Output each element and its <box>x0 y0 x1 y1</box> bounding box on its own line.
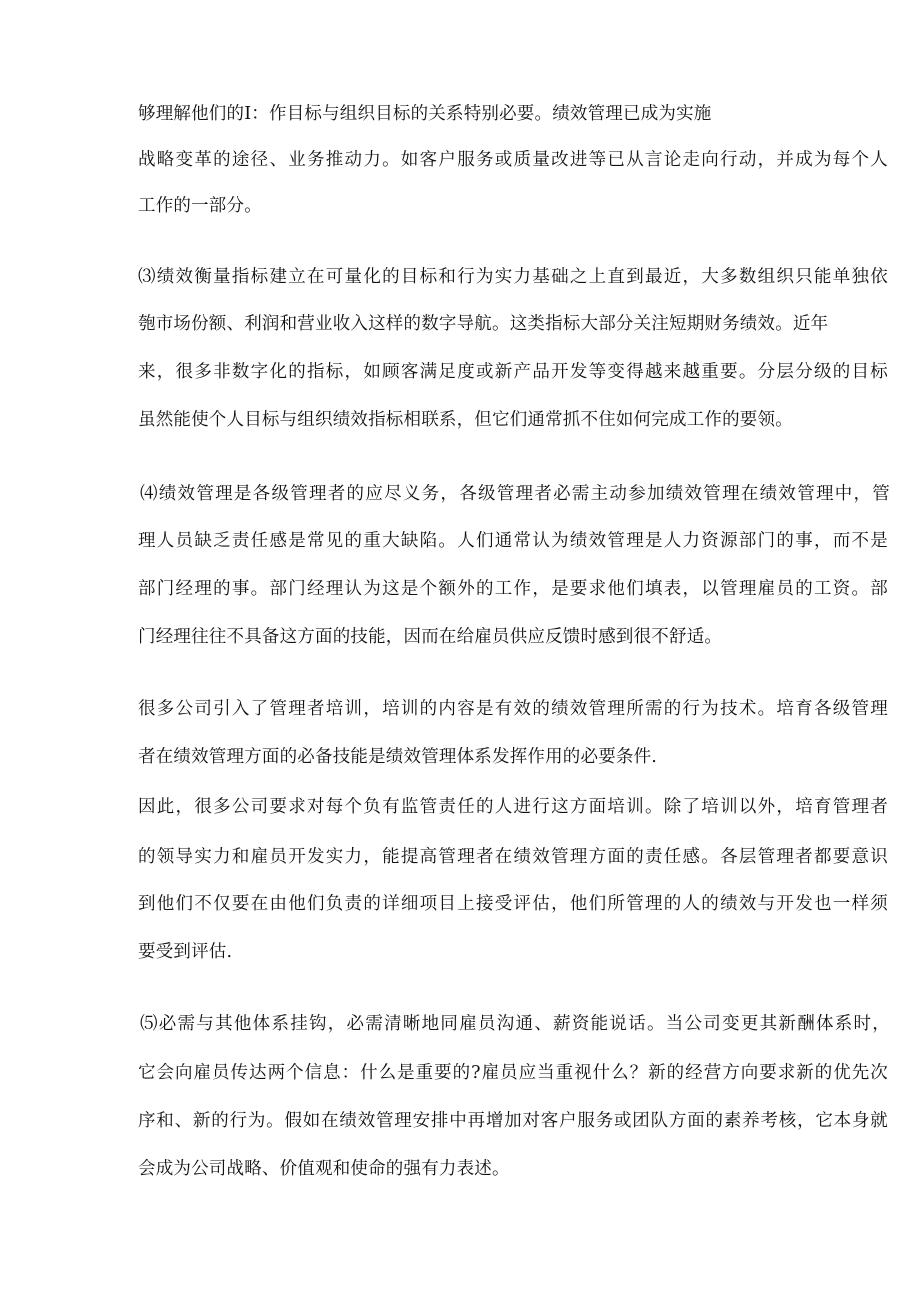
text-line: 序和、新的行为。假如在绩效管理安排中再增加对客户服务或团队方面的素养考核，它本身就 <box>138 1111 888 1131</box>
text-line: 虽然能使个人目标与组织绩效指标相联系，但它们通常抓不住如何完成工作的要领。 <box>138 410 793 430</box>
text-line: 工作的一部分。 <box>138 196 262 216</box>
text-line: 到他们不仅要在由他们负责的详细项目上接受评估，他们所管理的人的绩效与开发也一样须 <box>138 894 888 914</box>
text-line: 匏市场份额、利润和营业收入这样的数字导航。这类指标大部分关注短期财务绩效。近年 <box>138 314 829 334</box>
text-line: 它会向雇员传达两个信息：什么是重要的?雇员应当重视什么？新的经营方向要求新的优先次 <box>138 1063 888 1083</box>
text-line: 理人员缺乏责任感是常见的重大缺陷。人们通常认为绩效管理是人力资源部门的事，而不是 <box>138 531 888 551</box>
text-line: 门经理往往不具备这方面的技能，因而在给雇员供应反馈时感到很不舒适。 <box>138 627 723 647</box>
text-line: 够理解他们的Ⅰ：作目标与组织目标的关系特别必要。绩效管理已成为实施 <box>138 104 712 124</box>
text-line: 会成为公司战略、价值观和使命的强有力表述。 <box>138 1159 510 1179</box>
text-line: ⑶绩效衡量指标建立在可量化的目标和行为实力基础之上直到最近，大多数组织只能单独依 <box>138 267 888 287</box>
text-line: 因此，很多公司要求对每个负有监管责任的人进行这方面培训。除了培训以外，培育管理者 <box>138 797 888 817</box>
text-line: 者在绩效管理方面的必备技能是绩效管理体系发挥作用的必要条件. <box>138 747 658 767</box>
text-line: 战略变革的途径、业务推动力。如客户服务或质量改进等已从言论走向行动，并成为每个人 <box>138 150 888 170</box>
text-line: 的领导实力和雇员开发实力，能提高管理者在绩效管理方面的责任感。各层管理者都要意识 <box>138 847 888 867</box>
text-line: 来，很多非数字化的指标，如顾客满足度或新产品开发等变得越来越重要。分层分级的目标 <box>138 362 888 382</box>
text-line: 部门经理的事。部门经理认为这是个额外的工作，是要求他们填表，以管理雇员的工资。部 <box>138 579 888 599</box>
text-line: ⑷绩效管理是各级管理者的应尽义务，各级管理者必需主动参加绩效管理在绩效管理中，管 <box>140 484 890 504</box>
text-line: 要受到评估. <box>138 942 233 962</box>
text-line: 很多公司引入了管理者培训，培训的内容是有效的绩效管理所需的行为技术。培育各级管理 <box>138 699 888 719</box>
text-line: ⑸必需与其他体系挂钩，必需清晰地同雇员沟通、薪资能说话。当公司变更其新酬体系时， <box>140 1014 890 1034</box>
